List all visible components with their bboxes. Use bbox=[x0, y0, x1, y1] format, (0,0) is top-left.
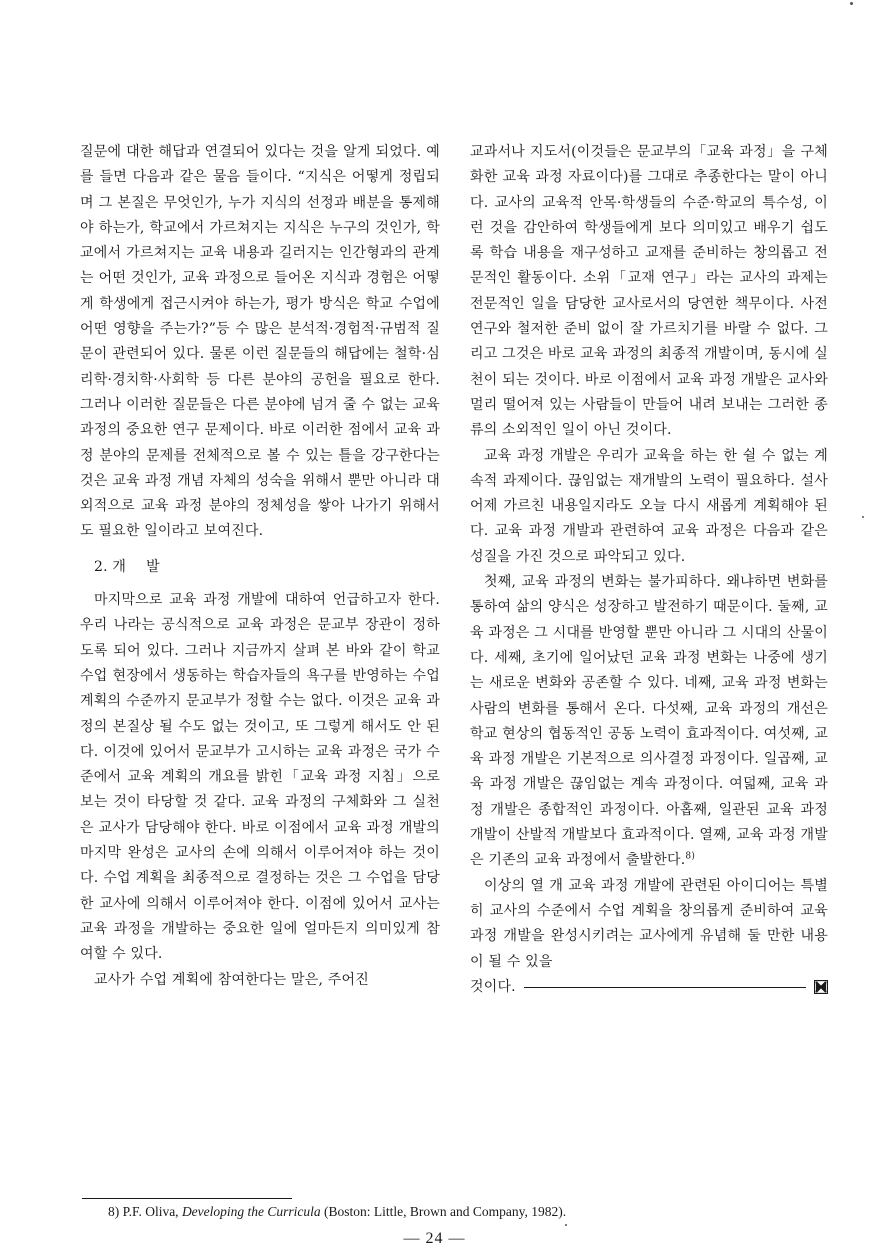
section-heading bbox=[94, 555, 440, 580]
section-heading-word: 발 bbox=[146, 558, 160, 575]
end-rule bbox=[524, 987, 806, 988]
scan-speck bbox=[862, 516, 864, 518]
footnote-author: P.F. Oliva, bbox=[122, 1204, 179, 1219]
scan-speck bbox=[565, 1224, 567, 1226]
end-mark-icon bbox=[814, 980, 828, 994]
right-paragraph-1: 교과서나 지도서(이것들은 문교부의「교육 과정」을 구체화한 교육 과정 자료이다)를 그대로 추종한다는 말이 아니다. 교사의 교육적 안목·학생들의 수준·학교의 특수성, 이런 것을 감안하여 학생들에게 보다 의미있고 배우기 쉽도록 학습 내용을 재구성하고 교재를 준비하는 창의롭고 전문적인 활동이다. 소위「교재 연구」라는 교사의 과제는 전문적인 일을 담당한 교사로서의 당연한 책무이다. 사전 연구와 철저한 준비 없이 잘 가르치기를 바랄 수 없다. 그리고 그것은 바로 교육 과정의 최종적 개발이며, 동시에 실천이 되는 것이다. 바로 이점에서 교육 과정 개발은 교사와 멀리 떨어져 있는 사람들이 만들어 내려 보내는 그러한 종류의 소외적인 일이 아닌 것이다. bbox=[470, 144, 828, 439]
left-paragraph-3: 교사가 수업 계획에 참여한다는 말은, 주어진 bbox=[94, 971, 369, 988]
footnote-number: 8) bbox=[108, 1204, 120, 1219]
scan-speck bbox=[850, 2, 853, 5]
left-paragraph-1: 질문에 대한 해답과 연결되어 있다는 것을 알게 되었다. 예를 들면 다음과 같은 물음 들이다. “지식은 어떻게 정립되며 그 본질은 무엇인가, 누가 지식의 선정과 배분을 통제해야 하는가, 학교에서 가르쳐지는 지식은 누구의 것인가, 학교에서 가르쳐지는 교육 내용과 길러지는 인간형과의 관계는 어떤 것인가, 교육 과정으로 들어온 지식과 경험은 어떻게 학생에게 접근시켜야 하는가, 평가 방식은 학교 수업에 어떤 영향을 주는가?”등 수 많은 분석적·경험적·규범적 질문이 관련되어 있다. 물론 이런 질문들의 해답에는 철학·심리학·경치학·사회학 등 다른 분야의 공헌을 필요로 한다. 그러나 이러한 질문들은 다른 분야에 넘겨 줄 수 없는 교육 과정의 중요한 연구 문제이다. 바로 이러한 점에서 교육 과정 분야의 문제를 전체적으로 볼 수 있는 틀을 강구한다는 것은 교육 과정 개념 자체의 성숙을 위해서 뿐만 아니라 대외적으로 교육 과정 분야의 정체성을 쌓아 나가기 위해서도 필요한 일이라고 보여진다. bbox=[80, 144, 440, 540]
footnote-reference: 8) bbox=[685, 851, 696, 862]
right-paragraph-3-text: 첫째, 교육 과정의 변화는 불가피하다. 왜냐하면 변화를 통하여 삶의 양식은 성장하고 발전하기 때문이다. 둘째, 교육 과정은 그 시대를 반영할 뿐만 아니라 그 시대의 산물이다. 세째, 초기에 일어났던 교육 과정 변화는 나중에 생기는 새로운 변화와 공존할 수 있다. 네째, 교육 과정 변화는 사람의 변화를 통해서 온다. 다섯째, 교육 과정의 개선은 학교 현상의 협동적인 공동 노력이 효과적이다. 여섯째, 교육 과정 개발은 기본적으로 의사결정 과정이다. 일곱째, 교육 과정 개발은 끊임없는 계속 과정이다. 여덟째, 교육 과정 개발은 종합적인 과정이다. 아홉째, 일관된 교육 과정 개발이 산발적 개발보다 효과적이다. 열째, 교육 과정 개발은 기존의 교육 과정에서 출발한다. bbox=[470, 574, 828, 869]
footnote-rule bbox=[82, 1198, 292, 1199]
footnote-publisher: (Boston: Little, Brown and Company, 1982). bbox=[324, 1204, 567, 1219]
article-end-line bbox=[470, 975, 828, 1000]
right-paragraph-2: 교육 과정 개발은 우리가 교육을 하는 한 쉴 수 없는 계속적 과제이다. 끊임없는 재개발의 노력이 필요하다. 설사 어제 가르친 내용일지라도 오늘 다시 새롭게 계획해야 된다. 교육 과정 개발과 관련하여 교육 과정은 다음과 같은 성질을 가진 것으로 파악되고 있다. bbox=[470, 447, 828, 565]
left-column bbox=[80, 140, 440, 993]
right-paragraph-4: 이상의 열 개 교육 과정 개발에 관련된 아이디어는 특별히 교사의 수준에서 수업 계획을 창의롭게 준비하여 교육 과정 개발을 완성시키려는 교사에게 유념해 둘 만한 내용이 될 수 있을 bbox=[470, 877, 828, 970]
footnote bbox=[108, 1203, 566, 1221]
right-paragraph-4-end: 것이다. bbox=[470, 978, 516, 995]
section-heading-number: 2. 개 bbox=[94, 558, 127, 575]
right-column bbox=[470, 140, 828, 1000]
page-number: — 24 — bbox=[403, 1230, 466, 1247]
footnote-title: Developing the Curricula bbox=[181, 1204, 321, 1219]
right-paragraph-3 bbox=[470, 570, 828, 874]
left-paragraph-2: 마지막으로 교육 과정 개발에 대하여 언급하고자 한다. 우리 나라는 공식적으로 교육 과정은 문교부 장관이 정하도록 되어 있다. 그러나 지금까지 살펴 본 바와 같이 학교 수업 현장에서 생동하는 학습자들의 욕구를 반영하는 수업 계획의 수준까지 문교부가 정할 수는 없다. 이것은 교육 과정의 본질상 될 수도 없는 것이고, 또 그렇게 해서도 안 된다. 이것에 있어서 문교부가 고시하는 교육 과정은 국가 수준에서 교육 계획의 개요를 밝힌「교육 과정 지침」으로 보는 것이 타당할 것 같다. 교육 과정의 구체화와 그 실천은 교사가 담당해야 한다. 바로 이점에서 교육 과정 개발의 마지막 완성은 교사의 손에 의해서 이루어져야 하는 것이다. 수업 계획을 최종적으로 결정하는 것은 그 수업을 담당한 교사에 의해서 이루어져야 한다. 이점에 있어서 교사는 교육 과정을 개발하는 중요한 일에 얼마든지 의미있게 참여할 수 있다. bbox=[80, 592, 440, 963]
